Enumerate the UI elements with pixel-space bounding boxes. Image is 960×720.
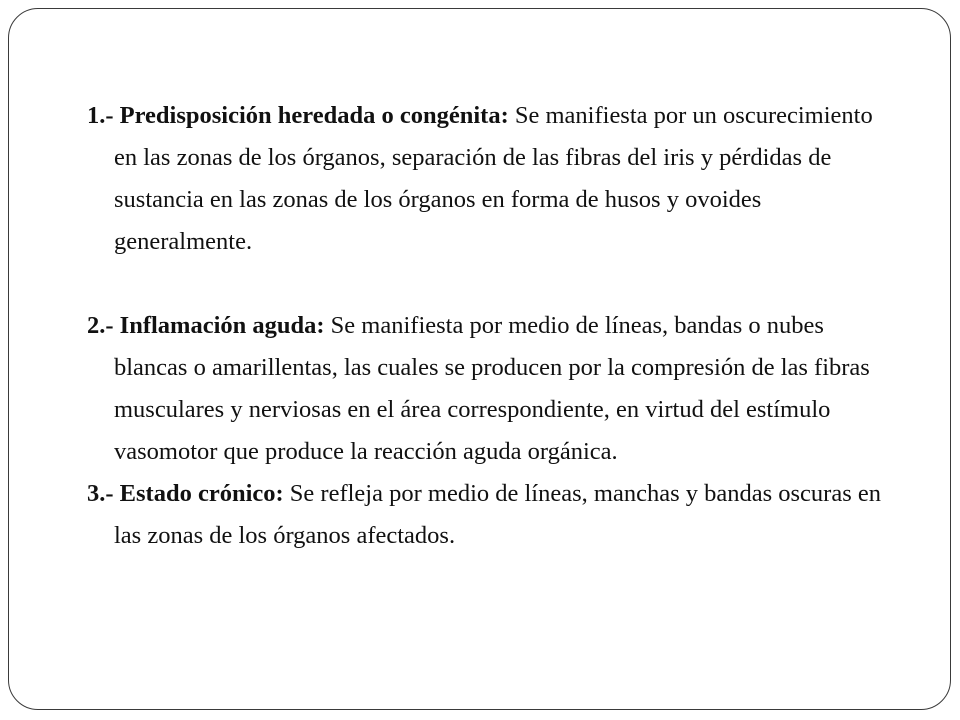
slide-content	[87, 95, 887, 557]
list-item-3	[87, 473, 887, 557]
item-3-label: 3.- Estado crónico:	[87, 480, 284, 507]
item-1-label: 1.- Predisposición heredada o congénita:	[87, 102, 509, 129]
item-2-text: Se manifiesta por medio de líneas, bandas o nubes blancas o amarillentas, las cuales se producen por la compresión de las fibras musculares y nerviosas en el área correspondiente, en virtud del estímulo vasomotor que produce la reacción aguda orgánica.	[114, 312, 870, 465]
list-item-1	[87, 95, 887, 263]
item-1-text: Se manifiesta por un oscurecimiento en las zonas de los órganos, separación de las fibras del iris y pérdidas de sustancia en las zonas de los órganos en forma de husos y ovoides generalmente.	[114, 102, 873, 255]
item-2-label: 2.- Inflamación aguda:	[87, 312, 325, 339]
item-3-text: Se refleja por medio de líneas, manchas y bandas oscuras en las zonas de los órganos afectados.	[114, 480, 881, 549]
slide-frame	[8, 8, 951, 710]
list-item-2	[87, 305, 887, 473]
